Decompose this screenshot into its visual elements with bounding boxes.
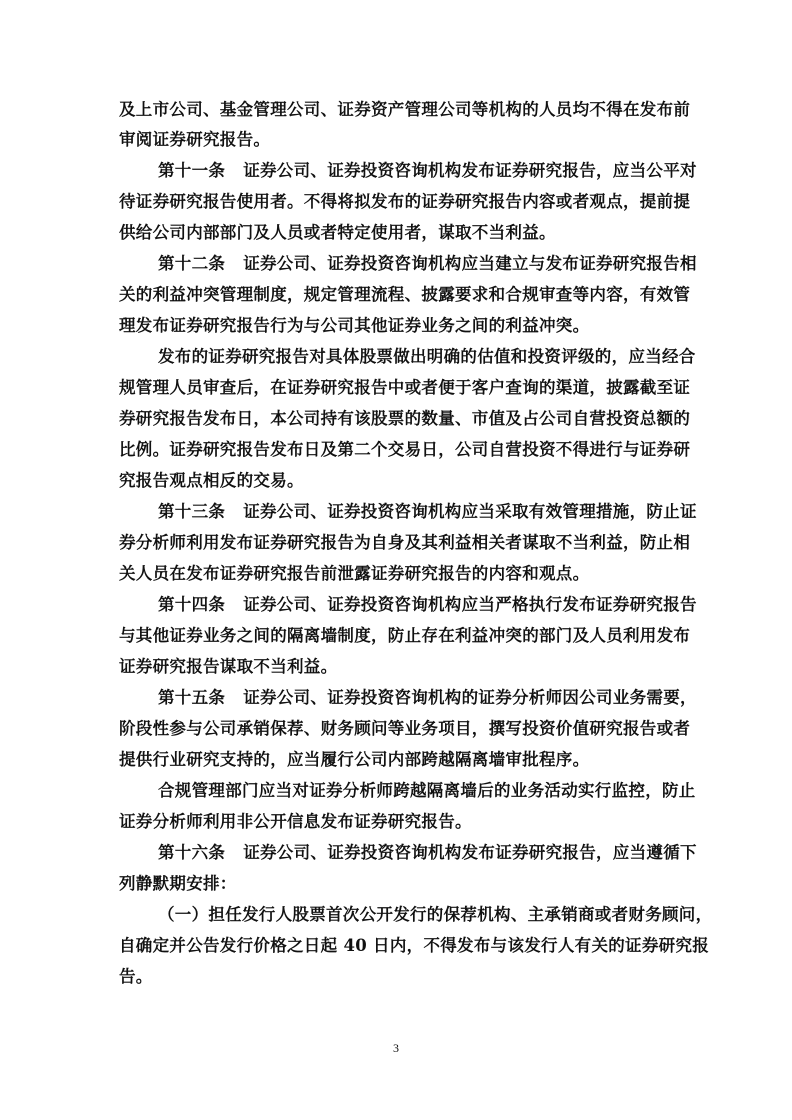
text-line: 关人员在发布证券研究报告前泄露证券研究报告的内容和观点。 (119, 564, 590, 583)
text-line: 证券公司、证券投资咨询机构应当采取有效管理措施，防止证 (243, 502, 697, 521)
text-line: 合规管理部门应当对证券分析师跨越隔离墙后的业务活动实行监控，防止 (158, 781, 696, 800)
page-number: 3 (393, 1041, 399, 1055)
article-16-label: 第十六条 (158, 843, 226, 862)
text-line: 告。 (119, 967, 153, 986)
text-line: 提供行业研究支持的，应当履行公司内部跨越隔离墙审批程序。 (119, 750, 590, 769)
article-14-label: 第十四条 (158, 595, 226, 614)
text-line: 审阅证券研究报告。 (119, 130, 271, 149)
article-15-label: 第十五条 (158, 688, 226, 707)
article-16-line (158, 843, 697, 863)
text-line: 证券公司、证券投资咨询机构的证券分析师因公司业务需要， (243, 688, 697, 707)
article-15-line (158, 688, 697, 708)
article-12-label: 第十二条 (158, 254, 226, 273)
text-line: 规管理人员审查后，在证券研究报告中或者便于客户查询的渠道，披露截至证 (119, 378, 691, 397)
text-line: 与其他证券业务之间的隔离墙制度，防止存在利益冲突的部门及人员利用发布 (119, 626, 691, 645)
text-line: 证券研究报告谋取不当利益。 (119, 657, 338, 676)
text-line: 证券公司、证券投资咨询机构发布证券研究报告，应当公平对 (243, 161, 697, 180)
text-line: 供给公司内部部门及人员或者特定使用者，谋取不当利益。 (119, 223, 556, 242)
list-item-1: （一）担任发行人股票首次公开发行的保荐机构、主承销商或者财务顾问， (158, 905, 713, 924)
text-line: 理发布证券研究报告行为与公司其他证券业务之间的利益冲突。 (119, 316, 590, 335)
text-line: 发布的证券研究报告对具体股票做出明确的估值和投资评级的，应当经合 (158, 347, 696, 366)
text-line: 证券公司、证券投资咨询机构应当严格执行发布证券研究报告 (243, 595, 697, 614)
text-line: 自确定并公告发行价格之日起 40 日内，不得发布与该发行人有关的证券研究报 (119, 936, 710, 955)
text-line: 究报告观点相反的交易。 (119, 471, 304, 490)
text-line: 证券分析师利用非公开信息发布证券研究报告。 (119, 812, 472, 831)
article-13-line (158, 502, 697, 522)
text-line: 列静默期安排： (119, 874, 237, 893)
text-line: 证券公司、证券投资咨询机构发布证券研究报告，应当遵循下 (243, 843, 697, 862)
article-13-label: 第十三条 (158, 502, 226, 521)
article-11-line (158, 161, 697, 181)
text-line: 阶段性参与公司承销保荐、财务顾问等业务项目，撰写投资价值研究报告或者 (119, 719, 691, 738)
text-line: 待证券研究报告使用者。不得将拟发布的证券研究报告内容或者观点，提前提 (119, 192, 691, 211)
article-14-line (158, 595, 697, 615)
text-line: 证券公司、证券投资咨询机构应当建立与发布证券研究报告相 (243, 254, 697, 273)
text-line: 券分析师利用发布证券研究报告为自身及其利益相关者谋取不当利益，防止相 (119, 533, 691, 552)
text-line: 及上市公司、基金管理公司、证券资产管理公司等机构的人员均不得在发布前 (119, 100, 691, 119)
text-line: 比例。证券研究报告发布日及第二个交易日，公司自营投资不得进行与证券研 (119, 440, 691, 459)
article-12-line (158, 254, 697, 274)
article-11-label: 第十一条 (158, 161, 226, 180)
text-line: 券研究报告发布日，本公司持有该股票的数量、市值及占公司自营投资总额的 (119, 409, 691, 428)
text-line: 关的利益冲突管理制度，规定管理流程、披露要求和合规审查等内容，有效管 (119, 285, 691, 304)
